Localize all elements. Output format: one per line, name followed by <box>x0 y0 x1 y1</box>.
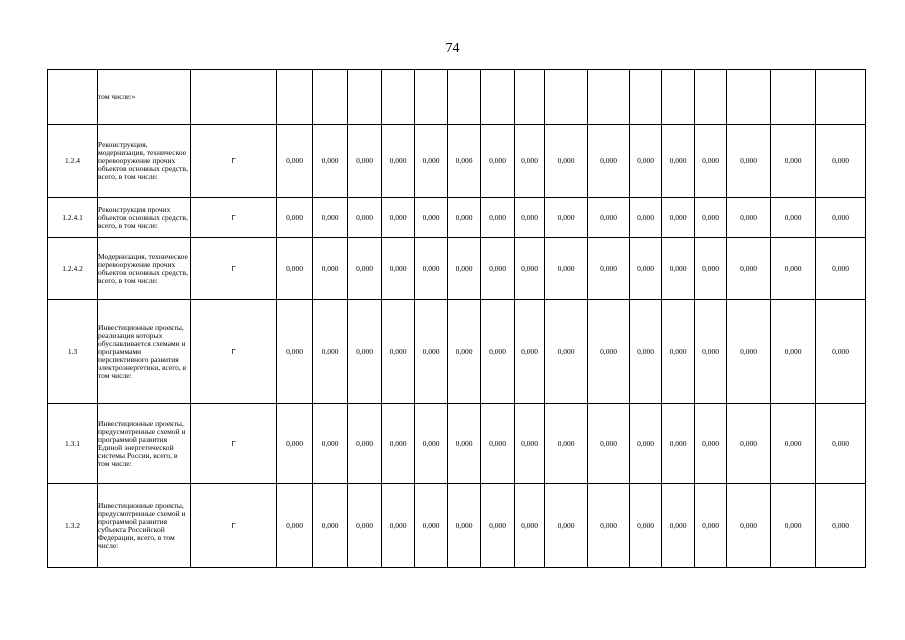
value-cell: 0,000 <box>415 198 448 238</box>
value-cell: 0,000 <box>588 238 630 300</box>
value-cell: 0,000 <box>695 404 727 484</box>
value-cell: 0,000 <box>313 300 348 404</box>
table-row <box>48 125 866 198</box>
row-name: Инвестиционные проекты, реализация которых обуславливается схемами и программами перспективного развития электроэнергетики, всего, в том числе: <box>98 300 191 404</box>
value-cell: 0,000 <box>771 238 816 300</box>
value-cell: 0,000 <box>415 484 448 568</box>
table-body <box>48 70 866 568</box>
value-cell: 0,000 <box>588 484 630 568</box>
value-cell: 0,000 <box>277 198 313 238</box>
value-cell: 0,000 <box>313 484 348 568</box>
value-cell: 0,000 <box>448 300 481 404</box>
value-cell: 0,000 <box>588 198 630 238</box>
value-cell: 0,000 <box>415 300 448 404</box>
value-cell: 0,000 <box>481 125 515 198</box>
row-code: 1.3 <box>48 300 98 404</box>
table-row <box>48 198 866 238</box>
row-code: 1.2.4.1 <box>48 198 98 238</box>
value-cell: 0,000 <box>727 484 771 568</box>
value-cell: 0,000 <box>695 125 727 198</box>
value-cell: 0,000 <box>816 198 866 238</box>
value-cell <box>313 70 348 125</box>
value-cell: 0,000 <box>313 198 348 238</box>
row-unit <box>191 70 277 125</box>
value-cell: 0,000 <box>545 125 588 198</box>
value-cell: 0,000 <box>545 484 588 568</box>
row-code: 1.2.4 <box>48 125 98 198</box>
table-row <box>48 300 866 404</box>
value-cell <box>695 70 727 125</box>
value-cell: 0,000 <box>348 238 382 300</box>
value-cell: 0,000 <box>695 484 727 568</box>
row-name: Модернизация, техническое перевооружение прочих объектов основных средств, всего, в том числе: <box>98 238 191 300</box>
value-cell: 0,000 <box>630 125 662 198</box>
row-unit: Г <box>191 484 277 568</box>
value-cell: 0,000 <box>545 198 588 238</box>
value-cell: 0,000 <box>382 404 415 484</box>
value-cell: 0,000 <box>382 125 415 198</box>
value-cell: 0,000 <box>695 300 727 404</box>
row-code: 1.2.4.2 <box>48 238 98 300</box>
row-unit: Г <box>191 404 277 484</box>
value-cell <box>348 70 382 125</box>
value-cell <box>481 70 515 125</box>
value-cell: 0,000 <box>727 238 771 300</box>
value-cell: 0,000 <box>662 198 695 238</box>
table-row <box>48 404 866 484</box>
value-cell: 0,000 <box>695 198 727 238</box>
row-unit: Г <box>191 300 277 404</box>
value-cell: 0,000 <box>816 404 866 484</box>
value-cell: 0,000 <box>415 125 448 198</box>
value-cell: 0,000 <box>662 484 695 568</box>
value-cell: 0,000 <box>448 198 481 238</box>
value-cell <box>277 70 313 125</box>
value-cell: 0,000 <box>348 125 382 198</box>
value-cell: 0,000 <box>662 300 695 404</box>
value-cell: 0,000 <box>662 125 695 198</box>
row-name: Инвестиционные проекты, предусмотренные схемой и программой развития субъекта Российской Федерации, всего, в том числе: <box>98 484 191 568</box>
value-cell: 0,000 <box>415 404 448 484</box>
page-number: 74 <box>445 41 460 56</box>
value-cell: 0,000 <box>727 125 771 198</box>
value-cell: 0,000 <box>545 300 588 404</box>
value-cell: 0,000 <box>771 484 816 568</box>
value-cell <box>630 70 662 125</box>
value-cell: 0,000 <box>816 125 866 198</box>
row-name: Реконструкция, модернизация, техническое перевооружение прочих объектов основных средств, всего, в том числе: <box>98 125 191 198</box>
value-cell: 0,000 <box>771 125 816 198</box>
value-cell <box>448 70 481 125</box>
value-cell: 0,000 <box>348 198 382 238</box>
investment-table <box>47 69 866 568</box>
value-cell <box>382 70 415 125</box>
value-cell: 0,000 <box>481 238 515 300</box>
value-cell: 0,000 <box>630 238 662 300</box>
value-cell: 0,000 <box>515 300 545 404</box>
row-name: Реконструкция прочих объектов основных средств, всего, в том числе: <box>98 198 191 238</box>
value-cell: 0,000 <box>515 404 545 484</box>
row-code: 1.3.2 <box>48 484 98 568</box>
value-cell: 0,000 <box>481 300 515 404</box>
value-cell: 0,000 <box>448 404 481 484</box>
row-unit: Г <box>191 125 277 198</box>
value-cell: 0,000 <box>277 125 313 198</box>
value-cell: 0,000 <box>481 404 515 484</box>
value-cell: 0,000 <box>515 238 545 300</box>
value-cell: 0,000 <box>277 238 313 300</box>
value-cell: 0,000 <box>545 404 588 484</box>
value-cell: 0,000 <box>771 198 816 238</box>
value-cell: 0,000 <box>515 484 545 568</box>
row-name: Инвестиционные проекты, предусмотренные схемой и программой развития Единой энергетической системы России, всего, в том числе: <box>98 404 191 484</box>
value-cell: 0,000 <box>771 404 816 484</box>
value-cell: 0,000 <box>662 404 695 484</box>
value-cell: 0,000 <box>448 125 481 198</box>
row-unit: Г <box>191 198 277 238</box>
value-cell: 0,000 <box>515 198 545 238</box>
table-row <box>48 238 866 300</box>
value-cell: 0,000 <box>448 238 481 300</box>
value-cell: 0,000 <box>588 125 630 198</box>
value-cell: 0,000 <box>662 238 695 300</box>
value-cell: 0,000 <box>630 198 662 238</box>
value-cell: 0,000 <box>695 238 727 300</box>
value-cell: 0,000 <box>448 484 481 568</box>
value-cell: 0,000 <box>816 300 866 404</box>
value-cell: 0,000 <box>277 404 313 484</box>
value-cell: 0,000 <box>588 300 630 404</box>
value-cell: 0,000 <box>277 300 313 404</box>
value-cell: 0,000 <box>313 404 348 484</box>
value-cell: 0,000 <box>313 125 348 198</box>
value-cell: 0,000 <box>481 198 515 238</box>
value-cell: 0,000 <box>277 484 313 568</box>
value-cell <box>727 70 771 125</box>
value-cell: 0,000 <box>382 300 415 404</box>
value-cell: 0,000 <box>382 484 415 568</box>
value-cell: 0,000 <box>727 198 771 238</box>
value-cell: 0,000 <box>630 404 662 484</box>
value-cell: 0,000 <box>630 484 662 568</box>
value-cell: 0,000 <box>727 404 771 484</box>
value-cell: 0,000 <box>771 300 816 404</box>
value-cell: 0,000 <box>545 238 588 300</box>
table-row <box>48 70 866 125</box>
value-cell: 0,000 <box>816 238 866 300</box>
value-cell: 0,000 <box>515 125 545 198</box>
row-code: 1.3.1 <box>48 404 98 484</box>
value-cell: 0,000 <box>382 238 415 300</box>
value-cell: 0,000 <box>313 238 348 300</box>
row-code <box>48 70 98 125</box>
value-cell: 0,000 <box>816 484 866 568</box>
value-cell: 0,000 <box>630 300 662 404</box>
value-cell: 0,000 <box>727 300 771 404</box>
value-cell <box>515 70 545 125</box>
value-cell <box>771 70 816 125</box>
value-cell: 0,000 <box>481 484 515 568</box>
value-cell <box>816 70 866 125</box>
row-unit: Г <box>191 238 277 300</box>
value-cell <box>415 70 448 125</box>
value-cell: 0,000 <box>588 404 630 484</box>
value-cell <box>662 70 695 125</box>
row-name: том числе:» <box>98 70 191 125</box>
value-cell: 0,000 <box>415 238 448 300</box>
value-cell <box>545 70 588 125</box>
value-cell: 0,000 <box>348 484 382 568</box>
value-cell <box>588 70 630 125</box>
table-row <box>48 484 866 568</box>
value-cell: 0,000 <box>348 300 382 404</box>
value-cell: 0,000 <box>348 404 382 484</box>
value-cell: 0,000 <box>382 198 415 238</box>
